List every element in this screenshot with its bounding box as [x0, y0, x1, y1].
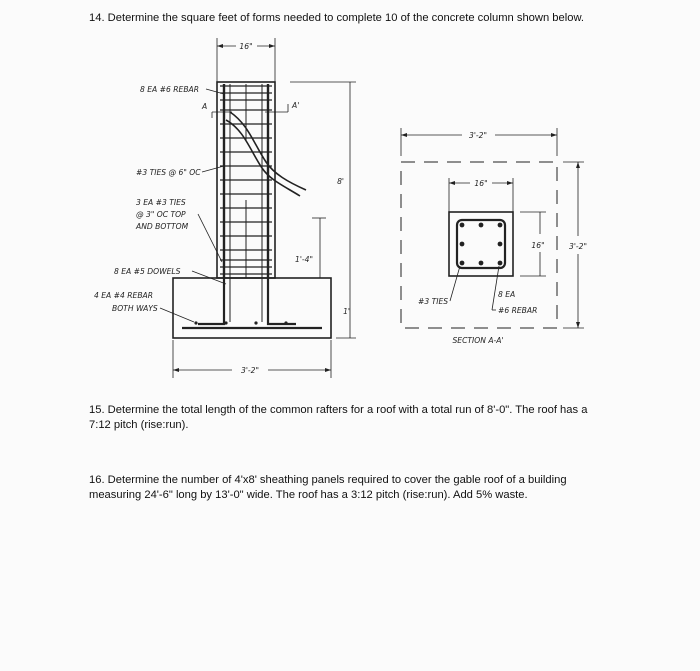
section-mark-a: A — [202, 102, 208, 111]
footing-width-label: 3'-2" — [241, 366, 259, 375]
col-width-label: 16" — [239, 42, 253, 51]
ties-tb-callout-2: @ 3" OC TOP — [136, 210, 186, 219]
rebar-dots — [460, 223, 503, 266]
ties-tb-callout-1: 3 EA #3 TIES — [136, 198, 186, 207]
height-label: 8' — [337, 177, 344, 186]
dowel-length-label: 1'-4" — [295, 255, 313, 264]
column-elevation — [94, 38, 356, 378]
section-col-width-label: 16" — [474, 179, 488, 188]
question-15: 15. Determine the total length of the common rafters for a roof with a total run of 8'-0". The roof has a 7:12 pitch (rise:run). — [89, 404, 588, 431]
section-mark-a-prime: A' — [292, 101, 300, 110]
section-rebar-callout-2: #6 REBAR — [498, 306, 538, 315]
footing-depth-label: 1' — [343, 307, 350, 316]
section-title: SECTION A-A' — [452, 336, 504, 345]
section-view — [401, 128, 587, 345]
section-ties-callout: #3 TIES — [418, 297, 449, 306]
section-col-height-label: 16" — [531, 241, 545, 250]
ties-tb-callout-3: AND BOTTOM — [136, 222, 189, 231]
section-rebar-callout-1: 8 EA — [498, 290, 516, 299]
section-height-label: 3'-2" — [569, 242, 587, 251]
rebar-callout: 8 EA #6 REBAR — [140, 85, 200, 94]
footing-rebar-callout-1: 4 EA #4 REBAR — [94, 291, 154, 300]
ties-callout: #3 TIES @ 6" OC — [136, 168, 201, 177]
question-16: 16. Determine the number of 4'x8' sheathing panels required to cover the gable roof of a building measuring 24'-6" long by 13'-0" wide. The roof has a 3:12 pitch (rise:run). Add 5% waste. — [89, 474, 567, 501]
footing-rebar-callout-2: BOTH WAYS — [112, 304, 158, 313]
question-14: 14. Determine the square feet of forms needed to complete 10 of the concrete column shown below. — [89, 12, 585, 24]
dowels-callout: 8 EA #5 DOWELS — [114, 267, 181, 276]
section-width-label: 3'-2" — [469, 131, 487, 140]
